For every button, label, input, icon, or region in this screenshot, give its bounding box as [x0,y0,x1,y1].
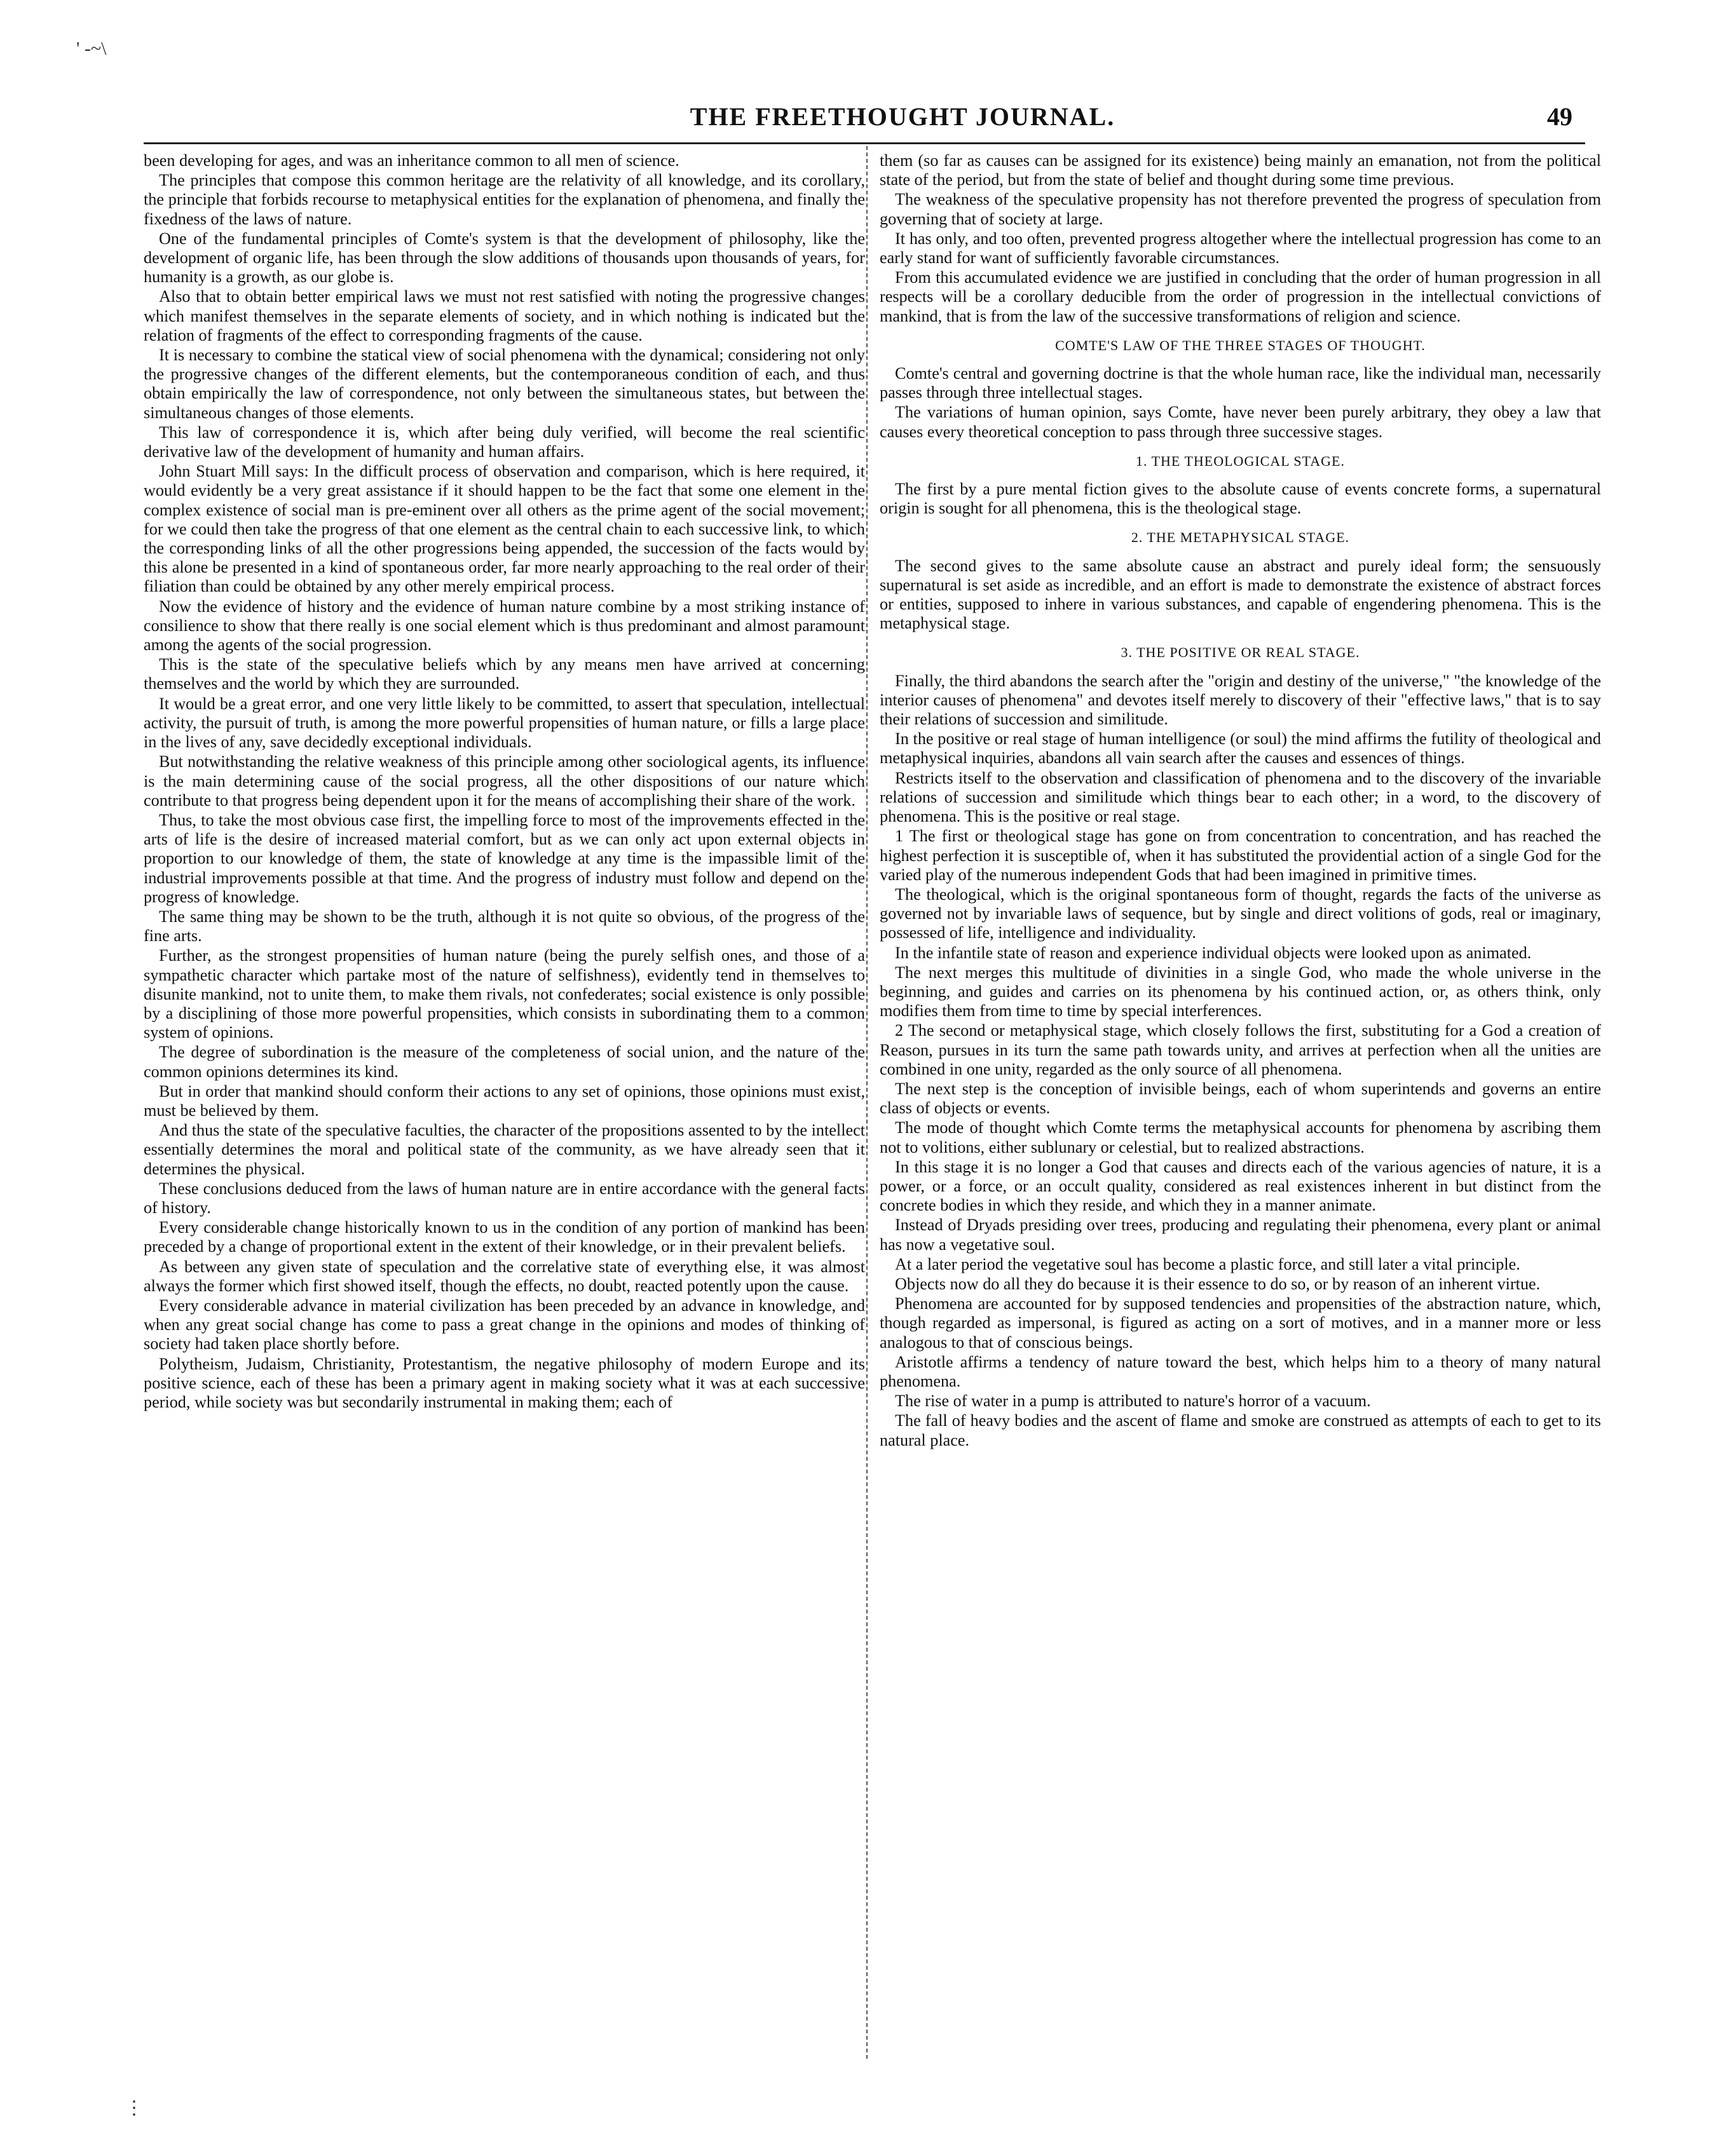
paragraph: Further, as the strongest propensities of human nature (being the purely selfish ones, and those of a sympathetic character which partake most of the nature of selfishness), evidently tend in themselves to disunite mankind, not to unite them, to make them rivals, not confederates; social existence is only possible by a disciplining of those more powerful propensities, which consists in subordinating them to a common system of opinions. [144,946,865,1042]
right-block-doctrine [880,364,1601,442]
right-block-theological [880,480,1601,518]
paragraph: This law of correspondence it is, which after being duly verified, will become the real scientific derivative law of the development of humanity and human affairs. [144,423,865,461]
paragraph: It is necessary to combine the statical view of social phenomena with the dynamical; considering not only the progressive changes of the different elements, but the contemporaneous condition of each, and thus obtain empirically the law of correspondence, not only between the simultaneous states, but between the simultaneous changes of those elements. [144,346,865,422]
paragraph: At a later period the vegetative soul has become a plastic force, and still later a vital principle. [895,1254,1520,1273]
left-column [144,151,865,2064]
paragraph: And thus the state of the speculative faculties, the character of the propositions assented to by the intellect essentially determines the moral and political state of the community, as we have already seen that it determines the physical. [144,1121,865,1178]
right-column [880,151,1601,2064]
paragraph: The first by a pure mental fiction gives to the absolute cause of events concrete forms, a supernatural origin is sought for all phenomena, this is the theological stage. [880,480,1601,518]
paragraph: The mode of thought which Comte terms the metaphysical accounts for phenomena by ascribing them not to volitions, either sublunary or celestial, but to realized abstractions. [880,1118,1601,1156]
paragraph: Phenomena are accounted for by supposed tendencies and propensities of the abstraction nature, which, though regarded as impersonal, is figured as acting on a sort of motives, and in a manner more or less analogous to that of conscious beings. [880,1294,1601,1352]
paragraph: Objects now do all they do because it is their essence to do so, or by reason of an inherent virtue. [895,1274,1541,1293]
paragraph: This is the state of the speculative beliefs which by any means men have arrived at concerning themselves and the world by which they are surrounded. [144,655,865,693]
paragraph: 1 The first or theological stage has gone on from concentration to concentration, and has reached the highest perfection it is susceptible of, when it has substituted the providential action of a single God for the varied play of the numerous independent Gods that had been imagined in primitive times. [880,827,1601,884]
paragraph: Aristotle affirms a tendency of nature toward the best, which helps him to a theory of many natural phenomena. [880,1352,1601,1390]
paragraph: As between any given state of speculation and the correlative state of everything else, it was almost always the former which first showed itself, though the effects, no doubt, reacted potently upon the cause. [144,1257,865,1295]
paragraph: The next step is the conception of invisible beings, each of whom superintends and governs an entire class of objects or events. [880,1079,1601,1118]
paragraph: In the positive or real stage of human intelligence (or soul) the mind affirms the futility of theological and metaphysical inquiries, abandons all vain search after the causes and essences of things. [880,729,1601,768]
paragraph: One of the fundamental principles of Comte's system is that the development of philosophy, like the development of organic life, has been through the slow additions of thousands upon thousands of years, for humanity is a growth, as our globe is. [144,229,865,287]
paragraph: them (so far as causes can be assigned for its existence) being mainly an emanation, not from the political state of the period, but from the state of belief and thought during some time previous. [880,151,1601,189]
paragraph: been developing for ages, and was an inheritance common to all men of science. [144,151,679,170]
paragraph: Finally, the third abandons the search after the "origin and destiny of the universe," "the knowledge of the interior causes of phenomena" and devotes itself merely to discovery of their "effective laws," that is to say their relations of succession and similitude. [880,671,1601,729]
paragraph: The next merges this multitude of divinities in a single God, who made the whole universe in the beginning, and guides and carries on its phenomena by his continued action, or, as others think, only modifies them from time to time by special interferences. [880,963,1601,1020]
right-block-intro [880,151,1601,326]
paragraph: The theological, which is the original spontaneous form of thought, regards the facts of the universe as governed not by invariable laws of sequence, but by single and direct volitions of gods, real or imaginary, possessed of life, intelligence and individuality. [880,885,1601,942]
paragraph: Thus, to take the most obvious case first, the impelling force to most of the improvements effected in the arts of life is the desire of increased material comfort, but as we can only act upon external objects in proportion to our knowledge of them, the state of knowledge at any time is the impassible limit of the industrial improvements possible at that time. And the progress of industry must follow and depend on the progress of knowledge. [144,810,865,906]
paragraph: Every considerable change historically known to us in the condition of any portion of mankind has been preceded by a change of proportional extent in the extent of their knowledge, or in their prevalent beliefs. [144,1218,865,1256]
paragraph: The same thing may be shown to be the truth, although it is not quite so obvious, of the progress of the fine arts. [144,907,865,946]
paragraph: In this stage it is no longer a God that causes and directs each of the various agencies of nature, it is a power, or a force, or an occult quality, considered as real existences inherent in but distinct from the concrete bodies in which they reside, and which they in a manner animate. [880,1157,1601,1215]
column-divider [866,146,868,2059]
paragraph: It has only, and too often, prevented progress altogether where the intellectual progression has come to an early stand for want of sufficiently favorable circumstances. [880,229,1601,268]
paragraph: From this accumulated evidence we are justified in concluding that the order of human progression in all respects will be a corollary deducible from the order of progression in the intellectual convictions of mankind, that is from the law of the successive transformations of religion and science. [880,268,1601,325]
paragraph: Every considerable advance in material civilization has been preceded by an advance in knowledge, and when any great social change has come to pass a great change in the opinions and modes of thinking of society had taken place shortly before. [144,1296,865,1353]
paragraph: The fall of heavy bodies and the ascent of flame and smoke are construed as attempts of each to get to its natural place. [880,1411,1601,1449]
header-rule [144,142,1585,144]
paragraph: These conclusions deduced from the laws of human nature are in entire accordance with the general facts of history. [144,1179,865,1217]
top-margin-mark: ' ‐~\ [76,38,107,59]
paragraph: But notwithstanding the relative weakness of this principle among other sociological agents, its influence is the main determining cause of the social progress, all the other dispositions of our nature which contribute to that progress being dependent upon it for the means of accomplishing their share of the work. [144,752,865,810]
paragraph: 2 The second or metaphysical stage, which closely follows the first, substituting for a God a creation of Reason, pursues in its turn the same path towards unity, and arrives at perfection when all the unities are combined in one unity, regarded as the only source of all phenomena. [880,1021,1601,1078]
right-block-positive [880,672,1601,1450]
paragraph: Now the evidence of history and the evidence of human nature combine by a most striking instance of consilience to show that there really is one social element which is thus predominant and almost paramount among the agents of the social progression. [144,597,865,654]
paragraph: The variations of human opinion, says Comte, have never been purely arbitrary, they obey a law that causes every theoretical conception to pass through three successive stages. [880,403,1601,441]
paragraph: Polytheism, Judaism, Christianity, Protestantism, the negative philosophy of modern Europe and its positive science, each of these has been a primary agent in making society what it was at each successive period, while society was but secondarily instrumental in making them; each of [144,1354,865,1411]
section-heading-theological: 1. THE THEOLOGICAL STAGE. [1136,452,1345,469]
paragraph: The principles that compose this common heritage are the relativity of all knowledge, and its corollary, the principle that forbids recourse to metaphysical entities for the explanation of phenomena, and finally the fixedness of the laws of nature. [144,171,865,228]
right-block-metaphysical [880,557,1601,634]
section-heading-metaphysical: 2. THE METAPHYSICAL STAGE. [1131,529,1350,546]
bottom-margin-mark: ⋮ [125,2098,144,2119]
paragraph: The rise of water in a pump is attributed to nature's horror of a vacuum. [895,1392,1371,1411]
page-number: 49 [1547,102,1572,131]
paragraph: The weakness of the speculative propensity has not therefore prevented the progress of speculation from governing that of society at large. [880,190,1601,228]
running-head [0,102,1711,140]
paragraph: Also that to obtain better empirical laws we must not rest satisfied with noting the progressive changes which manifest themselves in the separate elements of society, and in which nothing is indicated but the relation of fragments of the effect to corresponding fragments of the cause. [144,287,865,344]
paragraph: The degree of subordination is the measure of the completeness of social union, and the nature of the common opinions determines its kind. [144,1043,865,1081]
paragraph: Comte's central and governing doctrine is that the whole human race, like the individual man, necessarily passes through three intellectual stages. [880,364,1601,402]
paragraph: But in order that mankind should conform their actions to any set of opinions, those opinions must exist, must be believed by them. [144,1081,865,1120]
paragraph: Restricts itself to the observation and classification of phenomena and to the discovery of the invariable relations of succession and similitude which things bear to each other; in a word, to the discovery of phenomena. This is the positive or real stage. [880,768,1601,826]
paragraph: In the infantile state of reason and experience individual objects were looked upon as animated. [895,943,1532,962]
paragraph: Instead of Dryads presiding over trees, producing and regulating their phenomena, every plant or animal has now a vegetative soul. [880,1216,1601,1254]
journal-title: THE FREETHOUGHT JOURNAL. [690,102,1115,131]
paragraph: John Stuart Mill says: In the difficult process of observation and comparison, which is here required, it would evidently be a very great assistance if it should happen to be the fact that some one element in the complex existence of social man is pre-eminent over all others as the prime agent of the social movement; for we could then take the progress of that one element as the central chain to each successive link, to which the corresponding links of all the other progressions being appended, the succession of the facts would by this alone be presented in a kind of spontaneous order, far more nearly approaching to the real order of their filiation than could be obtained by any other merely empirical process. [144,462,865,596]
section-heading-three-stages: COMTE'S LAW OF THE THREE STAGES OF THOUGHT. [1055,337,1426,353]
paragraph: It would be a great error, and one very little likely to be committed, to assert that speculation, intellectual activity, the pursuit of truth, is among the more powerful propensities of human nature, or fills a large place in the lives of any, save decidedly exceptional individuals. [144,694,865,752]
paragraph: The second gives to the same absolute cause an abstract and purely ideal form; the sensuously supernatural is set aside as incredible, and an effort is made to demonstrate the existence of abstract forces or entities, supposed to inhere in various substances, and capable of engendering phenomena. This is the metaphysical stage. [880,556,1601,633]
section-heading-positive: 3. THE POSITIVE OR REAL STAGE. [1121,644,1360,661]
